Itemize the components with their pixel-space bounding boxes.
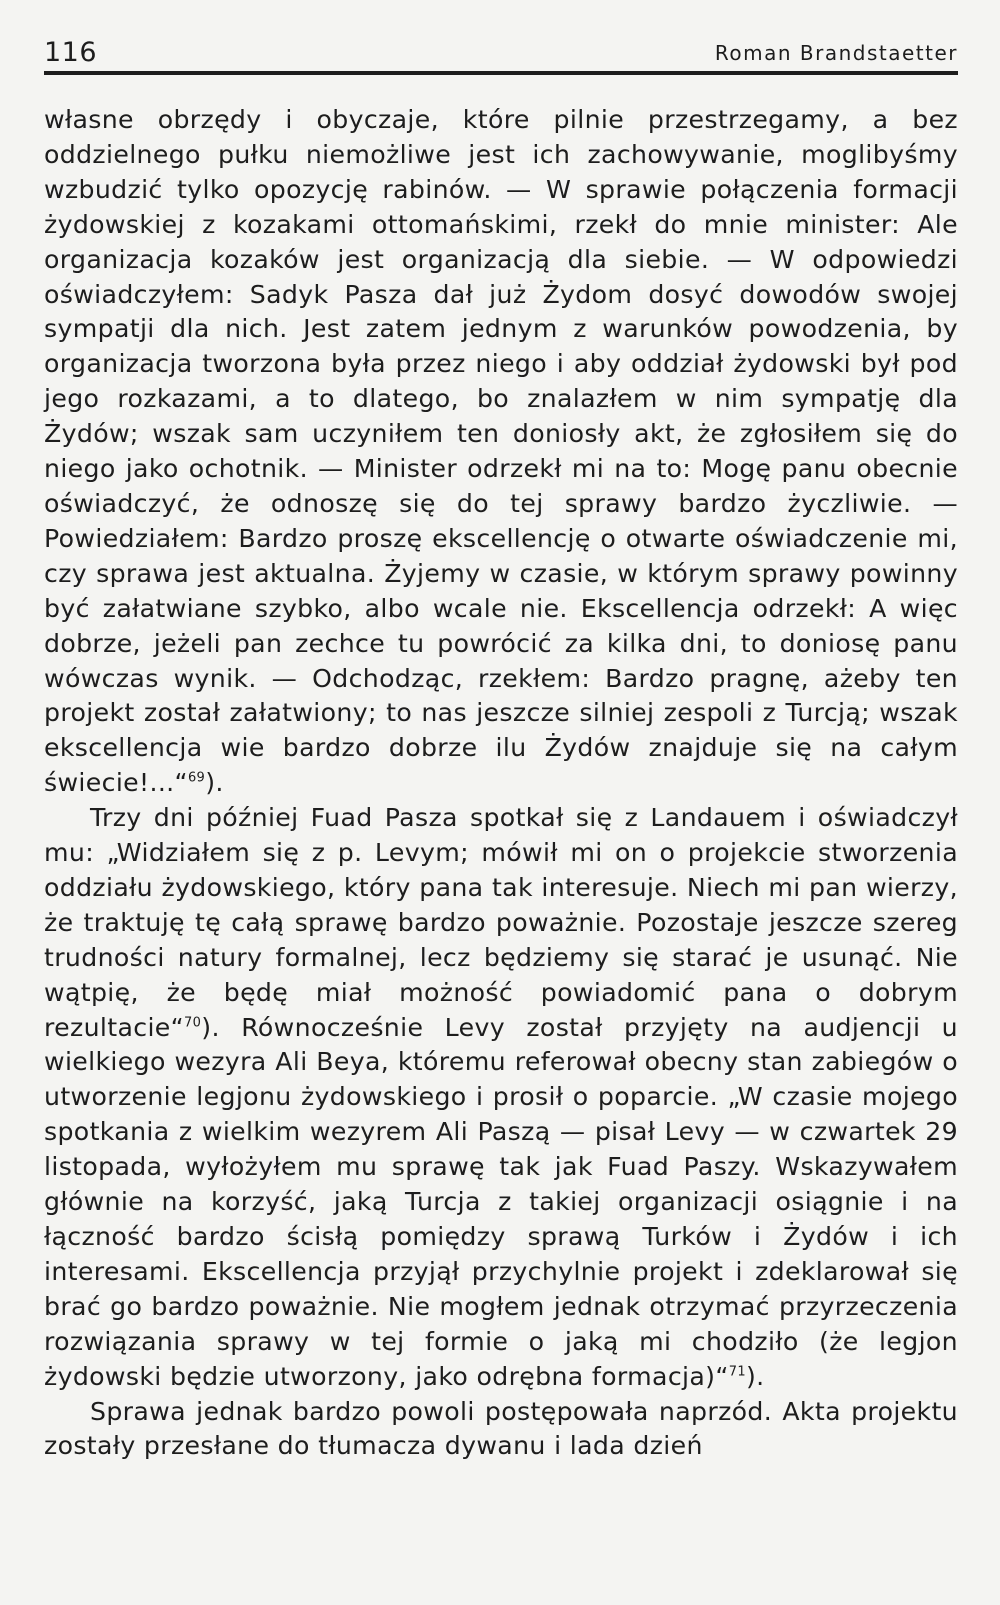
footnote-reference: 69 <box>187 770 206 786</box>
body-text <box>44 103 958 1464</box>
paragraph <box>44 103 958 801</box>
page-header <box>44 34 958 66</box>
footnote-reference: 70 <box>184 1015 202 1031</box>
running-head: Roman Brandstaetter <box>714 41 958 65</box>
paragraph-text-tail: ). Równocześnie Levy został przyjęty na audjencji u wielkiego wezyra Ali Beya, któremu referował obecny stan zabiegów o utworzenie legjonu żydowskiego i prosił o poparcie. „W czasie mojego spotkania z wielkim wezyrem Ali Paszą — pisał Levy — w czwartek 29 listopada, wyłożyłem mu sprawę tak jak Fuad Paszy. Wskazywałem głównie na korzyść, jaką Turcja z takiej organizacji osiągnie i na łączność bardzo ścisłą pomiędzy sprawą Turków i Żydów i ich interesami. Ekscellencja przyjął przychylnie projekt i zdeklarował się brać go bardzo poważnie. Nie mogłem jednak otrzymać przyrzeczenia rozwiązania sprawy w tej formie o jaką mi chodziło (że legjon żydowski będzie utworzony, jako odrębna formacja)“ <box>44 1012 958 1391</box>
footnote-reference: 71 <box>728 1364 746 1380</box>
header-rule <box>44 71 958 75</box>
paragraph <box>44 801 958 1394</box>
paragraph-text-tail: ). <box>746 1361 765 1391</box>
paragraph <box>44 1395 958 1465</box>
paragraph-text: Sprawa jednak bardzo powoli postępowała naprzód. Akta projektu zostały przesłane do tłumacza dywanu i lada dzień <box>44 1396 958 1461</box>
paragraph-text: Trzy dni później Fuad Pasza spotkał się z Landauem i oświadczył mu: „Widziałem się z p. Levym; mówił mi on o projekcie stworzenia oddziału żydowskiego, który pana tak interesuje. Niech mi pan wierzy, że traktuję tę całą sprawę bardzo poważnie. Pozostaje jeszcze szereg trudności natury formalnej, lecz będziemy się starać je usunąć. Nie wątpię, że będę miał możność powiadomić pana o dobrym rezultacie“ <box>44 803 958 1042</box>
paragraph-text: własne obrzędy i obyczaje, które pilnie przestrzegamy, a bez oddzielnego pułku niemożliwe jest ich zachowywanie, moglibyśmy wzbudzić tylko opozycję rabinów. — W sprawie połączenia formacji żydowskiej z kozakami ottomańskimi, rzekł do mnie minister: Ale organizacja kozaków jest organizacją dla siebie. — W odpowiedzi oświadczyłem: Sadyk Pasza dał już Żydom dosyć dowodów swojej sympatji dla nich. Jest zatem jednym z warunków powodzenia, by organizacja tworzona była przez niego i aby oddział żydowski był pod jego rozkazami, a to dlatego, bo znalazłem w nim sympatję dla Żydów; wszak sam uczyniłem ten doniosły akt, że zgłosiłem się do niego jako ochotnik. — Minister odrzekł mi na to: Mogę panu obecnie oświadczyć, że odnoszę się do tej sprawy bardzo życzliwie. — Powiedziałem: Bardzo proszę ekscellencję o otwarte oświadczenie mi, czy sprawa jest aktualna. Żyjemy w czasie, w którym sprawy powinny być załatwiane szybko, albo wcale nie. Ekscellencja odrzekł: A więc dobrze, jeżeli pan zechce tu powrócić za kilka dni, to doniosę panu wówczas wynik. — Odchodząc, rzekłem: Bardzo pragnę, ażeby ten projekt został załatwiony; to nas jeszcze silniej zespoli z Turcją; wszak ekscellencja wie bardzo dobrze ilu Żydów znajduje się na całym świecie!...“ <box>44 105 958 798</box>
page-number: 116 <box>44 37 98 68</box>
paragraph-text-tail: ). <box>205 768 224 798</box>
